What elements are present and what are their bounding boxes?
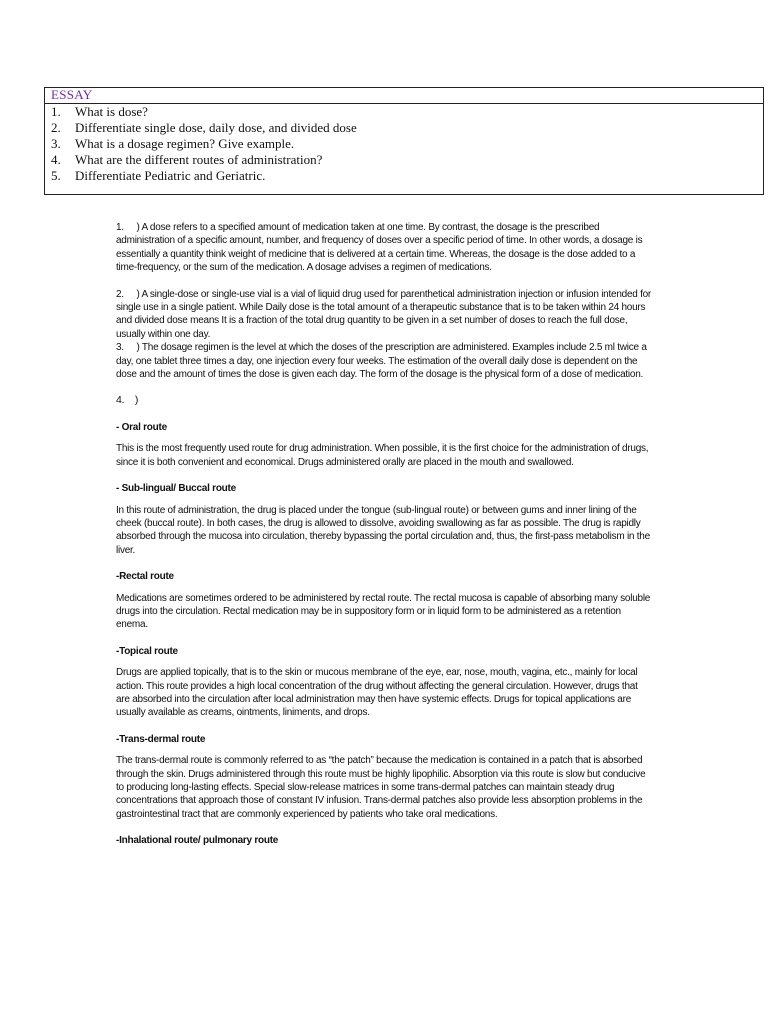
- question-number: 5.: [51, 168, 61, 183]
- route-body: The trans-dermal route is commonly referred to as “the patch” because the medication is contained in a patch that is absorbed through the skin. Drugs administered through this route must be highly lipophilic. Absorption via this route is slow but conducive to producing long-lasting effects. Special slow-release matrices in some trans-dermal patches can maintain steady drug concentrations that approach those of constant IV infusion. Trans-dermal patches also provide less absorption problems in the gastrointestinal tract that are commonly experienced by patients who take oral medications.: [116, 755, 646, 820]
- answer-2: 2. ) A single-dose or single-use vial is a vial of liquid drug used for parenthetical administration injection or infusion intended for single use in a single patient. While Daily dose is the total amount of a therapeutic substance that is to be taken within 24 hours and divided dose means It is a fraction of the total drug quantity to be given in a set number of doses to reach the full dose, usually within one day.: [116, 288, 652, 340]
- question-text: Differentiate Pediatric and Geriatric.: [75, 168, 266, 183]
- answer-3: 3. ) The dosage regimen is the level at which the doses of the prescription are administered. Examples include 2.5 ml twice a day, one tablet three times a day, one injection every four weeks. The estimation of the overall daily dose is dependent on the dose and the amount of times the dose is given each day. The form of the dosage is the physical form of a dose of medication.: [116, 342, 647, 381]
- question-number: 1.: [51, 104, 61, 119]
- essay-title: ESSAY: [51, 87, 93, 102]
- essay-box: [44, 87, 764, 195]
- answers-section: [116, 221, 652, 856]
- essay-question: [51, 152, 757, 168]
- essay-question: [51, 104, 757, 120]
- route-heading: -Trans-dermal route: [116, 733, 206, 745]
- route-heading: -Inhalational route/ pulmonary route: [116, 835, 279, 847]
- route-body: Drugs are applied topically, that is to the skin or mucous membrane of the eye, ear, nose, mouth, vagina, etc., mainly for local action. This route provides a high local concentration of the drug without affecting the general circulation. However, drugs that are absorbed into the circulation after local administration may then have systemic effects. Drugs for topical applications are usually available as creams, ointments, liniments, and drops.: [116, 667, 638, 719]
- essay-question: [51, 120, 757, 136]
- question-text: Differentiate single dose, daily dose, and divided dose: [75, 120, 357, 135]
- question-text: What are the different routes of administration?: [75, 152, 323, 167]
- route-heading: - Sub-lingual/ Buccal route: [116, 483, 236, 495]
- route-heading: -Topical route: [116, 645, 178, 657]
- question-text: What is a dosage regimen? Give example.: [75, 136, 295, 151]
- question-number: 4.: [51, 152, 61, 167]
- essay-question: [51, 168, 757, 184]
- essay-question-list: [51, 104, 757, 184]
- route-body: Medications are sometimes ordered to be administered by rectal route. The rectal mucosa is capable of absorbing many soluble drugs into the circulation. Rectal medication may be in suppository form or in liquid form to be administered as a retention enema.: [116, 592, 651, 631]
- question-text: What is dose?: [75, 104, 148, 119]
- answer-1: 1. ) A dose refers to a specified amount of medication taken at one time. By contrast, the dosage is the prescribed administration of a specific amount, number, and frequency of doses over a specific period of time. In other words, a dosage is essentially a quantity think weight of medicine that is delivered at a certain time. Whereas, the dosage is the dose added to a time-frequency, or the sum of the medication. A dosage advises a regimen of medications.: [116, 222, 643, 274]
- question-number: 2.: [51, 120, 61, 135]
- route-body: This is the most frequently used route for drug administration. When possible, it is the first choice for the administration of drugs, since it is both convenient and economical. Drugs administered orally are placed in the mouth and swallowed.: [116, 443, 649, 468]
- route-heading: -Rectal route: [116, 571, 174, 583]
- route-body: In this route of administration, the drug is placed under the tongue (sub-lingual route) or between gums and inner lining of the cheek (buccal route). In both cases, the drug is allowed to dissolve, avoiding swallowing as far as possible. The drug is rapidly absorbed through the mucosa into circulation, thereby bypassing the portal circulation and, thus, the first-pass metabolism in the liver.: [116, 504, 650, 556]
- question-number: 3.: [51, 136, 61, 151]
- route-heading: - Oral route: [116, 421, 167, 433]
- answer-4-label: 4. ): [116, 394, 139, 407]
- essay-question: [51, 136, 757, 152]
